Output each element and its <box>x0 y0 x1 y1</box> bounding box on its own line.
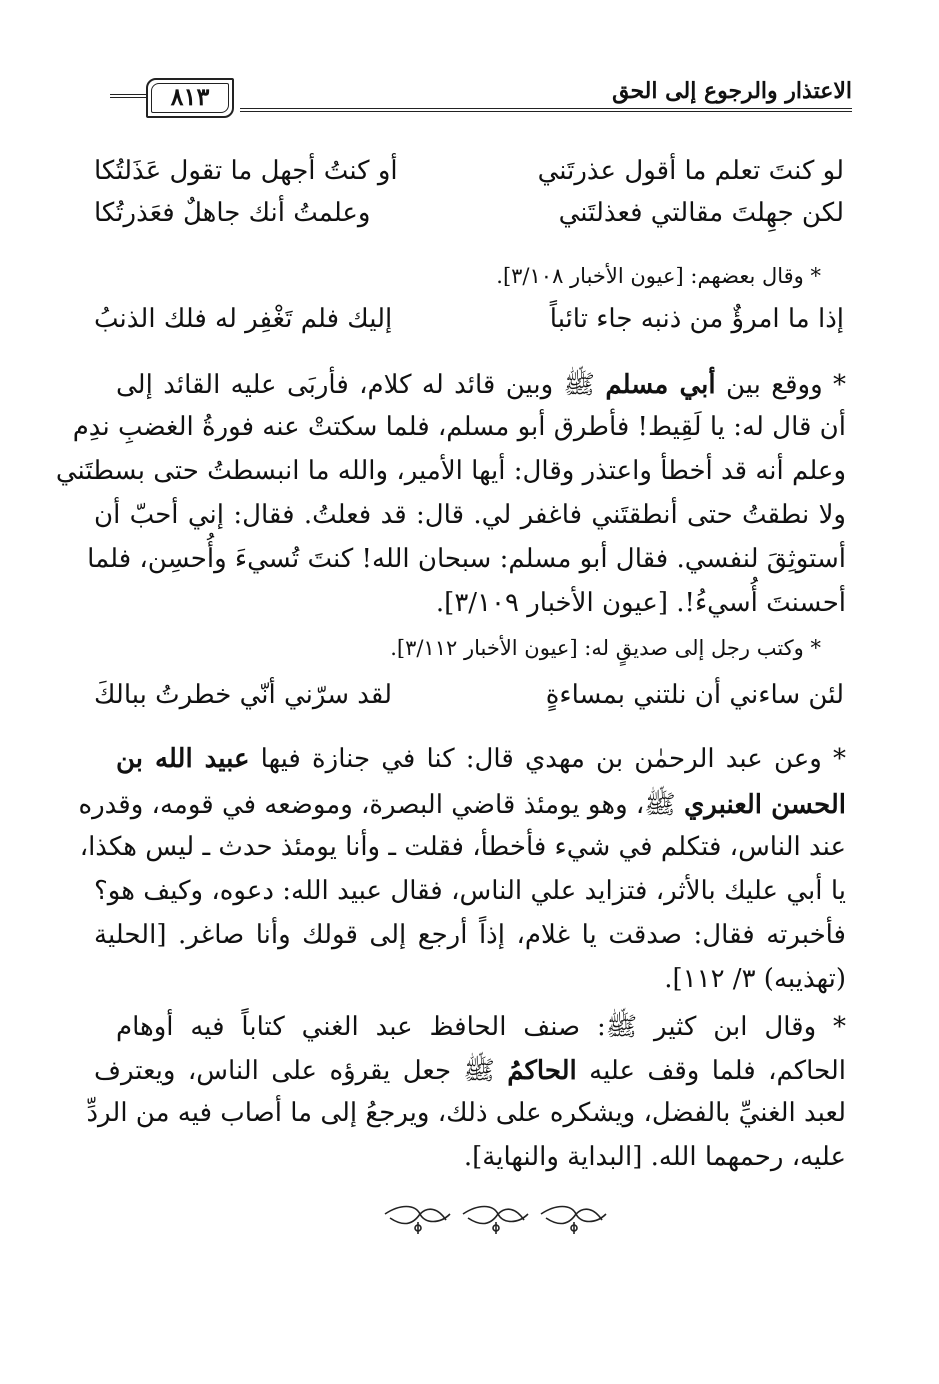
paragraph-line: أستوثِقَ لنفسي. فقال أبو مسلم: سبحان الله! كنتَ تُسيءَ وأُحسِن، فلما <box>87 544 846 574</box>
paragraph-line: يا أبي عليك بالأثر، فتزايد علي الناس، فقال عبيد الله: دعوه، وكيف هو؟ <box>94 876 846 906</box>
paragraph-line: ولا نطقتُ حتى أنطقتَني فاغفر لي. قال: قد فعلتُ. فقال: إني أحبّ أن <box>94 500 846 530</box>
text-run: ﷺ جعل يقرؤه على الناس، ويعترف <box>94 1056 508 1086</box>
paragraph-line <box>94 1054 846 1092</box>
paragraph-line: (تهذيبه) ٣/ ١١٢]. <box>664 964 846 994</box>
verse-second-hemistich: وعلمتُ أنك جاهلٌ فعَذرتُكا <box>94 198 371 228</box>
text-run: ﷺ، وهو يومئذ قاضي البصرة، وموضعه في قومه، وقدره <box>78 790 684 820</box>
paragraph-line: عليه، رحمهما الله. [البداية والنهاية]. <box>463 1142 846 1172</box>
paragraph-line <box>116 368 846 406</box>
running-title: الاعتذار والرجوع إلى الحق <box>612 78 852 104</box>
verse-first-hemistich: إذا ما امرؤٌ من ذنبه جاء تائباً <box>549 304 844 334</box>
paragraph-line: أن قال له: يا لَقِيط! فأطرق أبو مسلم، فلما سكتتْ عنه فورةُ الغضبِ ندِم <box>72 412 846 442</box>
verse-first-hemistich: لئن ساءني أن نلتني بمساءةٍ <box>545 680 844 710</box>
page-number-box <box>110 82 240 112</box>
verse-line <box>94 198 844 234</box>
person-name: الحسن العنبري <box>683 790 846 820</box>
paragraph-line <box>116 744 846 774</box>
section-end-flourish-icon <box>380 1200 610 1240</box>
verse-second-hemistich: إليك فلم تَغْفِر له فلك الذنبُ <box>94 304 393 334</box>
text-run: * ووقع بين <box>715 370 847 400</box>
text-run: ﷺ وبين قائد له كلام، فأربَى عليه القائد إلى <box>116 370 606 400</box>
page-number: ٨١٣ <box>170 82 210 111</box>
person-name: الحاكمُ <box>507 1056 577 1086</box>
paragraph-line: لعبد الغنيِّ بالفضل، ويشكره على ذلك، ويرجعُ إلى ما أصاب فيه من الردِّ <box>86 1098 846 1128</box>
verse-second-hemistich: أو كنتُ أجهل ما تقول عَذَلتُكا <box>94 156 398 186</box>
paragraph-line: وعلم أنه قد أخطأ واعتذر وقال: أيها الأمير، والله ما انبسطتُ حتى بسطتَني <box>55 456 846 486</box>
text-run: الحاكم، فلما وقف عليه <box>576 1056 846 1086</box>
person-name: أبي مسلم <box>605 370 716 400</box>
page-header <box>110 72 852 114</box>
folio-rule <box>110 94 146 98</box>
verse-line <box>94 680 844 716</box>
paragraph-line: فأخبرته فقال: صدقت يا غلام، إذاً أرجع إلى قولك وأنا صاغر. [الحلية <box>94 920 846 950</box>
paragraph-line: أحسنتَ أُسيءُ!. [عيون الأخبار ٣/١٠٩]. <box>435 588 846 618</box>
verse-second-hemistich: لقد سرّني أنّي خطرتُ ببالكَ <box>94 680 393 710</box>
paragraph-line: * وقال بعضهم: [عيون الأخبار ٣/١٠٨]. <box>496 264 821 288</box>
paragraph-line <box>78 788 846 826</box>
verse-first-hemistich: لو كنتَ تعلم ما أقول عذرتَني <box>537 156 844 186</box>
verse-line <box>94 304 844 340</box>
folio-frame <box>146 78 234 118</box>
paragraph-line: * وقال ابن كثير ﷺ: صنف الحافظ عبد الغني كتاباً فيه أوهام <box>116 1012 846 1042</box>
verse-first-hemistich: لكن جهِلتَ مقالتي فعذلتَني <box>558 198 844 228</box>
person-name: عبيد الله بن <box>116 744 250 774</box>
header-rule <box>240 108 852 112</box>
verse-line <box>94 156 844 192</box>
paragraph-line: * وكتب رجل إلى صديقٍ له: [عيون الأخبار ٣/١١٢]. <box>390 636 821 660</box>
paragraph-line: عند الناس، فتكلم في شيء فأخطأ، فقلت ـ وأنا يومئذ حدث ـ ليس هكذا، <box>79 832 846 862</box>
text-run: * وعن عبد الرحمٰن بن مهدي قال: كنا في جنازة فيها <box>249 744 846 774</box>
